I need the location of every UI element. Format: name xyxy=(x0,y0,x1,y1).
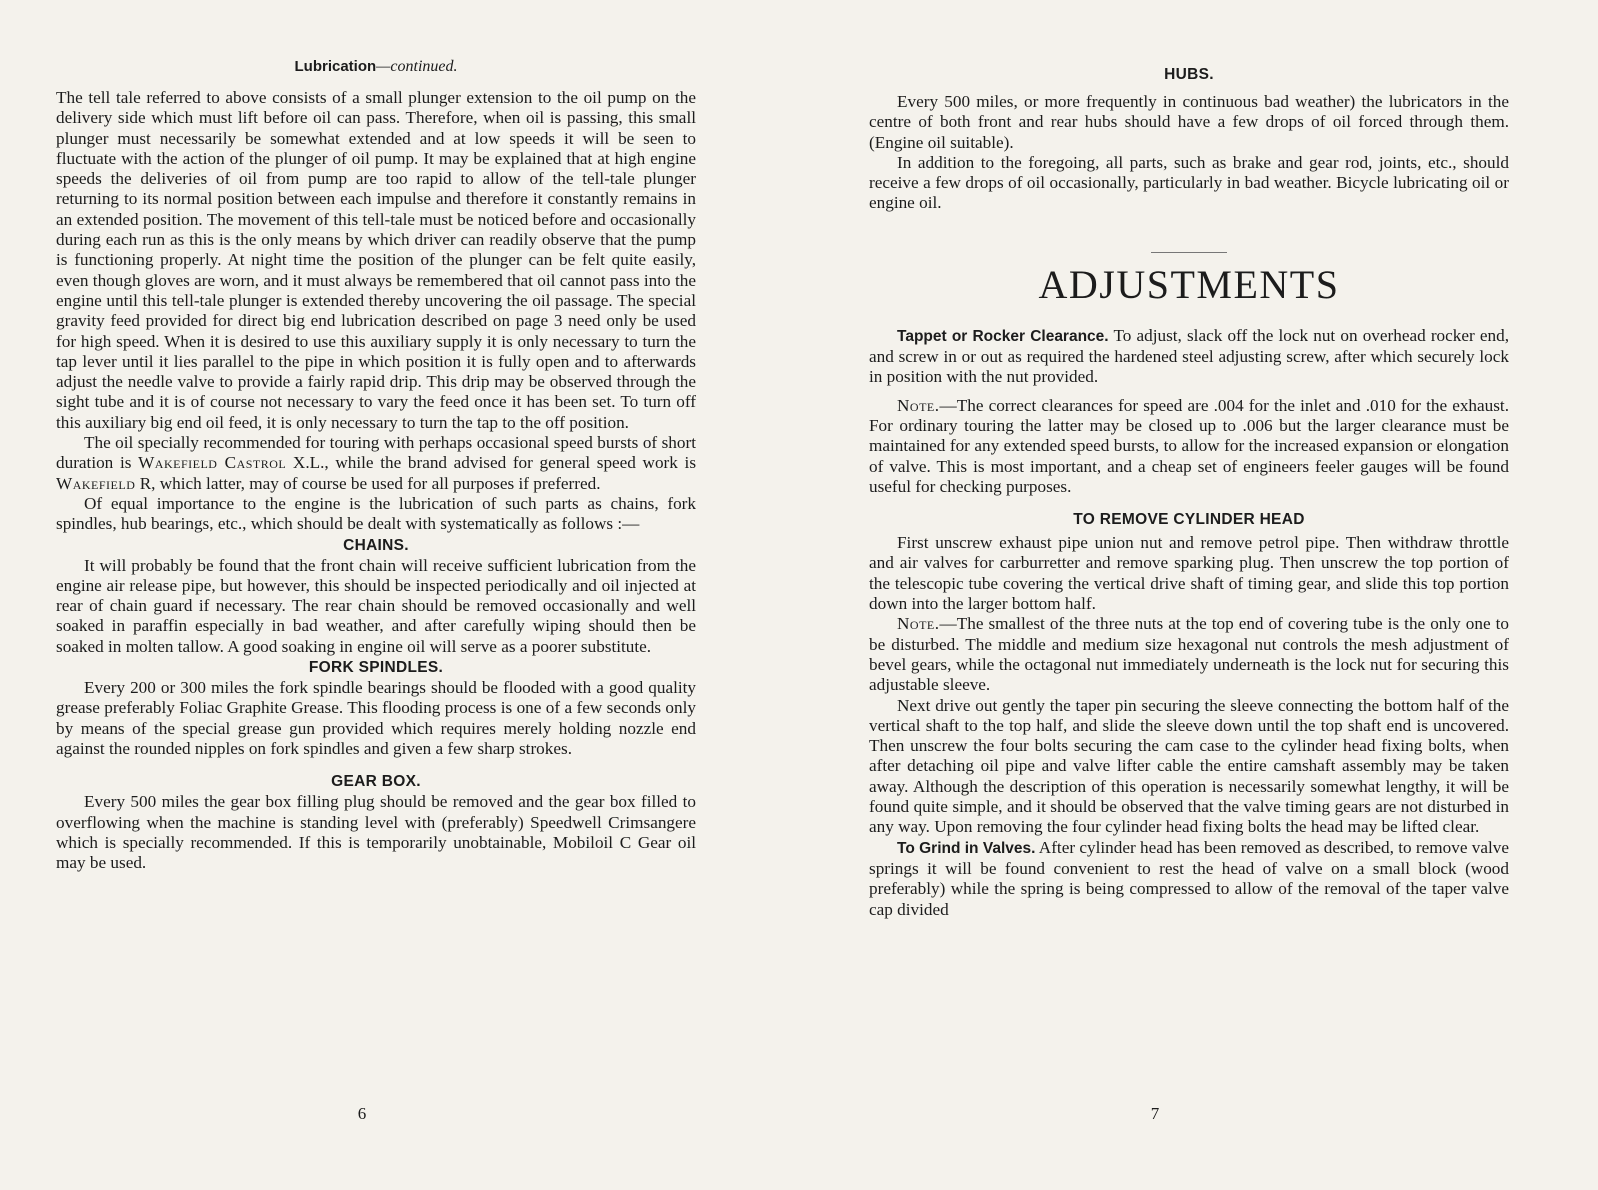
paragraph-cylinder-1: First unscrew exhaust pipe union nut and remove petrol pipe. Then withdraw throttle and air valves for carburretter and remove sparking plug. Then unscrew the top portion of the telescopic tube covering the vertical drive shaft of timing gear, and slide this top portion down into the larger bottom half. xyxy=(869,533,1509,614)
runin-heading-grind: To Grind in Valves. xyxy=(897,839,1036,857)
paragraph-note-clearances xyxy=(869,396,1509,497)
text-fragment: —The correct clearances for speed are .004 for the inlet and .010 for the exhaust. For ordinary touring the latter may be closed up to .006 but the larger clearance must be maintained for any extended speed bursts, to allow for the increased expansion or elongation of valve. This is most important, and a cheap set of engineers feeler gauges will be found useful for checking purposes. xyxy=(869,395,1509,496)
paragraph-chains: It will probably be found that the front chain will receive sufficient lubrication from the engine air release pipe, but however, this should be inspected periodically and oil injected at rear of chain guard if necessary. The rear chain should be removed occasionally and well soaked in paraffin especially in bad weather, and after carefully wiping should then be soaked in molten tallow. A good soaking in engine oil will serve as a poorer substitute. xyxy=(56,555,696,656)
heading-gear-box: GEAR BOX. xyxy=(331,773,421,791)
section-title: ADJUSTMENTS xyxy=(1038,261,1340,307)
text-fragment: —The smallest of the three nuts at the top end of covering tube is the only one to be disturbed. The middle and medium size hexagonal nut controls the mesh adjustment of bevel gears, while the octagonal nut immediately underneath is the lock nut for securing this adjustable sleeve. xyxy=(869,614,1509,695)
text-fragment: To adjust, slack off the lock nut on overhead rocker end, and screw in or out as required the hardened steel adjusting screw, after which securely lock in position with the nut provided. xyxy=(869,325,1509,387)
paragraph-fork-spindles: Every 200 or 300 miles the fork spindle bearings should be flooded with a good quality grease preferably Foliac Graphite Grease. This flooding process is one of a few seconds only by means of the special grease gun provided which requires merely holding nozzle end against the rounded nipples on fork spindles and given a few sharp strokes. xyxy=(56,678,696,758)
divider xyxy=(1151,252,1227,253)
paragraph-hubs-2: In addition to the foregoing, all parts, such as brake and gear rod, joints, etc., should receive a few drops of oil occasionally, particularly in bad weather. Bicycle lubricating oil or engine oil. xyxy=(869,152,1509,213)
paragraph-note-nuts xyxy=(869,614,1509,695)
text-fragment: X.L., while the brand advised for general speed work is xyxy=(286,453,697,473)
paragraph-cylinder-2: Next drive out gently the taper pin securing the sleeve connecting the bottom half of the vertical shaft to the top half, and slide the sleeve down until the top shaft end is uncovered. Then unscrew the four bolts securing the cam case to the cylinder head fixing bolts, when after detaching oil pipe and valve lifter cable the entire camshaft assembly may be taken away. Although the description of this operation is necessarily somewhat lengthy, it will be found quite simple, and it should be observed that the valve timing gears are not disturbed in any way. Upon removing the four cylinder head fixing bolts the head may be lifted clear. xyxy=(869,695,1509,837)
text-fragment: After cylinder head has been removed as described, to remove valve springs it will be found convenient to rest the head of valve on a small block (wood preferably) while the spring is being compressed to allow of the removal of the taper valve cap divided xyxy=(869,837,1510,919)
paragraph-grind-valves xyxy=(869,838,1509,920)
text-fragment: The oil specially recommended for touring with perhaps occasional speed bursts of short duration is xyxy=(56,433,696,473)
paragraph-tell-tale: The tell tale referred to above consists of a small plunger extension to the oil pump on the delivery side which must lift before oil can pass. Therefore, when oil is passing, this small plunger must necessarily be somewhat extended and at low speeds it will be seen to fluctuate with the action of the plunger of oil pump. It may be explained that at high engine speeds the deliveries of oil from pump are too rapid to allow of the tell-tale plunger returning to its normal position between each impulse and therefore it constantly remains in an extended position. The movement of this tell-tale must be noticed before and occasionally during each run as this is the only means by which driver can readily observe that the pump is functioning properly. At night time the position of the plunger can be felt quite easily, even though gloves are worn, and it must always be remembered that oil cannot pass into the engine until this tell-tale plunger is extended thereby uncovering the oil passage. The special gravity feed provided for direct big end lubrication described on page 3 need only be used for high speed. When it is desired to use this auxiliary supply it is only necessary to turn the tap lever until it lies parallel to the pipe in which position it is fully open and to afterwards adjust the needle valve to provide a fairly rapid drip. This drip may be observed through the sight tube and it is of course not necessary to vary the feed once it has been set. To turn off this auxiliary big end oil feed, it is only necessary to turn the tap to the off position. xyxy=(56,88,696,432)
paragraph-oil-recommended xyxy=(56,433,696,494)
text-fragment: R, which latter, may of course be used for all purposes if preferred. xyxy=(135,473,601,493)
note-label: Note. xyxy=(897,395,940,415)
left-column xyxy=(56,58,696,873)
brand-name: Wakefield Castrol xyxy=(138,453,287,473)
running-head-continued: —continued. xyxy=(376,58,458,75)
heading-fork-spindles: FORK SPINDLES. xyxy=(308,659,444,677)
page-number: 7 xyxy=(1150,1104,1160,1123)
running-head xyxy=(56,58,696,76)
running-head-title: Lubrication xyxy=(294,58,377,75)
right-page xyxy=(799,0,1598,1190)
heading-remove-cylinder-head: TO REMOVE CYLINDER HEAD xyxy=(1073,511,1305,529)
brand-name: Wakefield xyxy=(56,473,136,493)
heading-chains: CHAINS. xyxy=(343,536,409,554)
page-number: 6 xyxy=(357,1104,367,1123)
right-column xyxy=(869,64,1509,920)
paragraph-hubs-1: Every 500 miles, or more frequently in continuous bad weather) the lubricators in the centre of both front and rear hubs should have a few drops of oil forced through them. (Engine oil suitable). xyxy=(869,92,1509,152)
paragraph-gear-box: Every 500 miles the gear box filling plug should be removed and the gear box filled to overflowing when the machine is standing level with (preferably) Speedwell Crimsangere which is specially recommended. If this is temporarily unobtainable, Mobiloil C Gear oil may be used. xyxy=(56,792,696,873)
paragraph-tappet xyxy=(869,326,1509,388)
heading-hubs: HUBS. xyxy=(1164,66,1214,83)
note-label: Note. xyxy=(897,614,940,634)
paragraph-equal-importance: Of equal importance to the engine is the lubrication of such parts as chains, fork spindles, hub bearings, etc., which should be dealt with systematically as follows :— xyxy=(56,493,696,534)
runin-heading-tappet: Tappet or Rocker Clearance. xyxy=(897,327,1109,345)
